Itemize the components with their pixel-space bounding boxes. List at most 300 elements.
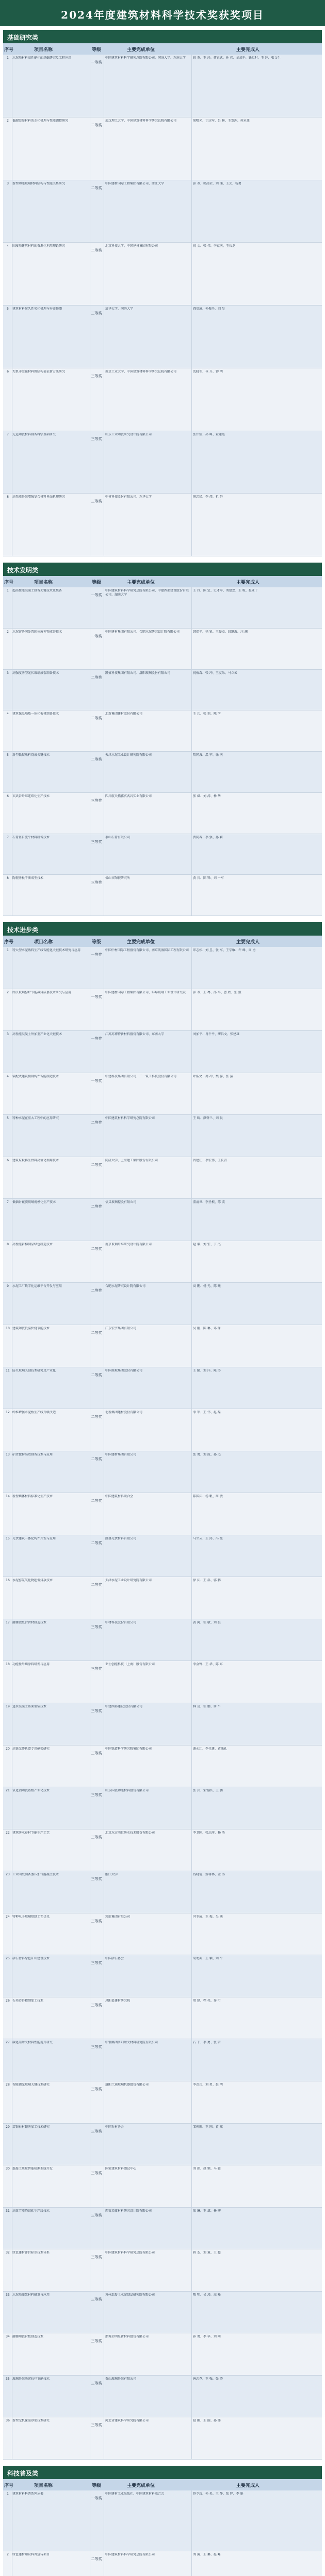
table-row: [3, 629, 322, 670]
completing-units: 天津水泥工业设计研究院有限公司: [105, 1579, 152, 1583]
column-divider: [191, 2124, 192, 2165]
completing-people: 赵 谦、刘 宏、丁 杰: [193, 1242, 221, 1246]
column-divider: [191, 1031, 192, 1073]
table-row: [3, 1409, 322, 1451]
completing-units: 南京玻璃纤维研究设计院有限公司: [105, 1242, 152, 1246]
award-level: 三等奖: [91, 1709, 102, 1713]
completing-units: 广东宏宇集团有限公司: [105, 1327, 137, 1330]
completing-units: 合肥水泥研究设计院有限公司: [105, 1284, 146, 1289]
completing-people: 刘 翼、王 琳、赵 峰: [193, 2552, 221, 2556]
row-number: 3: [7, 181, 9, 185]
column-divider: [191, 2417, 192, 2459]
completing-units: 清华大学、同济大学: [105, 307, 134, 311]
award-level: 三等奖: [91, 1835, 102, 1839]
completing-people: 闫冬成、王 俊、吴 迪: [193, 1914, 223, 1919]
completing-people: 张伟儒、孙 峰、董廷霞: [193, 432, 225, 436]
table-row: [3, 2292, 322, 2334]
row-number: 5: [7, 753, 9, 757]
column-header-level: 等级: [92, 580, 102, 585]
column-header-row: [3, 2479, 322, 2490]
award-level: 一等奖: [91, 634, 102, 638]
completing-people: 王 健、刘 洋、陈 涛: [193, 1368, 221, 1372]
award-level: 一等奖: [91, 593, 102, 597]
award-level: 一等奖: [91, 2496, 102, 2500]
column-divider: [191, 1073, 192, 1115]
completing-people: 沈晓冬、崔 升、钟 明: [193, 369, 223, 374]
completing-units: 西安墙体材料研究设计院有限公司: [105, 2209, 152, 2213]
column-header-no: 序号: [4, 47, 14, 53]
table-row: [3, 2165, 322, 2208]
completing-people: 印志松、刘 昱、张 军、王学敏、许 峰、周 勇: [193, 948, 256, 952]
column-divider: [191, 306, 192, 368]
project-name: 新型低碳熟料烧成关键技术: [12, 753, 50, 757]
completing-people: 王 玲、陈 宝、史才军、刘建忠、王 栋、赵亚丁: [193, 589, 258, 592]
column-divider: [191, 1577, 192, 1619]
completing-people: 叶浩文、周 冲、樊 骅、张 猛: [193, 1074, 233, 1078]
completing-units: 武汉理工大学、中国建筑材料科学研究总院有限公司: [105, 118, 177, 123]
row-number: 35: [6, 2377, 10, 2381]
column-header-name: 项目名称: [34, 940, 53, 945]
table-row: [3, 1619, 322, 1662]
table-row: [3, 875, 322, 916]
section-tech-invention: [3, 563, 322, 916]
award-level: 三等奖: [91, 1919, 102, 1923]
award-level: 二等奖: [91, 1121, 102, 1125]
table-row: [3, 1955, 322, 1997]
project-name: 特大型水泥熟料生产线智能化关键技术研究与应用: [12, 948, 81, 952]
column-header-units: 主要完成单位: [127, 940, 155, 945]
project-name: 工业固废制备蒸压加气混凝土技术: [12, 1873, 59, 1877]
completing-people: 胡曙光、丁庆军、吕 林、王发洲、何永佳: [193, 118, 250, 123]
completing-units: 南京工业大学、中国建筑材料科学研究总院有限公司: [105, 369, 177, 374]
project-name: 水泥工厂数字化运维平台开发与应用: [12, 1284, 62, 1289]
completing-units: 中国建筑材料联合会: [105, 1495, 134, 1499]
completing-units: 中国建材工业出版社、中国建筑材料联合会: [105, 2492, 165, 2496]
completing-units: 中国建材国际工程集团有限公司、蚌埠玻璃工业设计研究院: [105, 990, 186, 994]
column-divider: [191, 1913, 192, 1955]
row-number: 8: [7, 495, 9, 499]
table-row: [3, 1199, 322, 1241]
completing-people: 李 军、王 伟、赵 磊: [193, 1411, 221, 1415]
completing-units: 中国中材国际工程股份有限公司、南京凯盛国际工程有限公司: [105, 948, 189, 952]
project-name: 高铁无砟轨道专用砂浆研究: [12, 1747, 50, 1751]
table-row: [3, 2551, 322, 2576]
table-row: [3, 710, 322, 752]
project-name: 新型无机保温砂浆技术研究: [12, 2419, 50, 2423]
project-name: 石膏基自流平材料制备技术: [12, 835, 50, 839]
completing-units: 中国建筑材料科学研究总院有限公司: [105, 2251, 155, 2255]
project-name: 固废基建筑材料的资源化利用理论研究: [12, 244, 66, 248]
completing-people: 刘加平、冉千平、缪昌文、张建雄: [193, 1032, 240, 1037]
award-level: 二等奖: [91, 248, 102, 253]
table-row: [3, 431, 322, 494]
project-name: 建筑材料耐久性劣化机理与寿命预测: [12, 307, 62, 311]
completing-units: 四川航天拓鑫玄武岩实业有限公司: [105, 794, 152, 798]
completing-units: 洛阳兰迪玻璃机器股份有限公司: [105, 2083, 149, 2087]
table-row: [3, 180, 322, 243]
section-title: 基础研究类: [7, 34, 39, 41]
section-title: 技术发明类: [7, 567, 39, 574]
row-number: 29: [6, 2125, 10, 2129]
table-body: [3, 947, 322, 2460]
column-header-level: 等级: [92, 47, 102, 53]
award-level: 二等奖: [91, 757, 102, 761]
row-number: 5: [7, 307, 9, 311]
row-number: 8: [7, 876, 9, 880]
completing-people: 倪 文、张 伟、李克庆、王长龙: [193, 244, 235, 248]
completing-people: 韩保平、徐 锐、王俊杰、段继海、汪 澜: [193, 630, 248, 634]
award-level: 二等奖: [91, 1162, 102, 1167]
project-name: 绿色建材评价标识技术体系: [12, 2251, 50, 2255]
award-level: 二等奖: [91, 2556, 102, 2561]
award-level: 二等奖: [91, 1499, 102, 1503]
section-title: 技术进步类: [7, 926, 39, 934]
project-name: 功能性外墙涂料研发与应用: [12, 1663, 50, 1667]
table-body: [3, 587, 322, 916]
row-number: 8: [7, 1242, 9, 1246]
row-number: 2: [7, 630, 9, 634]
completing-units: 河北省建筑科学研究院有限公司: [105, 2419, 149, 2423]
award-level: 三等奖: [91, 2087, 102, 2091]
completing-people: 胡幼奕、王 颖、刘 平: [193, 1957, 223, 1961]
page-title: 2024年度建筑材料科学技术奖获奖项目: [61, 9, 264, 21]
row-number: 1: [7, 56, 9, 60]
project-name: 浮法玻璃窑炉节能减排成套技术研究与应用: [12, 990, 72, 994]
column-divider: [191, 2165, 192, 2207]
table-row: [3, 2081, 322, 2124]
row-number: 13: [6, 1452, 10, 1456]
row-number: 26: [6, 1998, 10, 2003]
column-divider: [191, 1619, 192, 1661]
column-divider: [191, 1829, 192, 1871]
completing-units: 彩虹集团有限公司: [105, 1914, 131, 1919]
project-name: 混凝土质量智能检测系统开发: [12, 2167, 53, 2171]
project-name: 水泥窑氮氧化物超低排放技术: [12, 1579, 53, 1583]
column-divider: [191, 2039, 192, 2081]
column-divider: [191, 834, 192, 875]
award-level: 三等奖: [91, 2297, 102, 2301]
completing-people: 钱晓倩、詹树林、孟 涛: [193, 1873, 225, 1877]
row-number: 15: [6, 1536, 10, 1540]
completing-people: 李卫国、张志萍、杨 浩: [193, 1831, 225, 1835]
award-level: 三等奖: [91, 1793, 102, 1798]
completing-units: 苏州混凝土水泥制品研究院有限公司: [105, 2293, 155, 2297]
row-number: 33: [6, 2293, 10, 2297]
table-row: [3, 834, 322, 875]
project-name: 装饰石材超薄加工技术研究: [12, 2125, 50, 2129]
row-number: 7: [7, 432, 9, 436]
completing-people: 张 斌、刘 涛、杨 华: [193, 794, 221, 798]
column-divider: [191, 587, 192, 628]
project-name: 高性能岩棉制品绿色制造技术: [12, 1242, 53, 1246]
row-number: 14: [6, 1495, 10, 1499]
table-row: [3, 2249, 322, 2292]
award-level: 一等奖: [91, 994, 102, 999]
project-name: 新型墙体材料标准化生产技术: [12, 1495, 53, 1499]
project-name: 氧化铝陶瓷基板产业化技术: [12, 1789, 50, 1793]
row-number: 31: [6, 2209, 10, 2213]
column-header-units: 主要完成单位: [127, 2483, 155, 2488]
section-sci-popularization: [3, 2466, 322, 2576]
table-row: [3, 1283, 322, 1325]
column-divider: [191, 1997, 192, 2039]
completing-people: 阎培渝、孙振平、刘 昊: [193, 307, 225, 311]
completing-units: 北新集团建材股份有限公司: [105, 712, 143, 716]
column-divider: [191, 1409, 192, 1451]
row-number: 6: [7, 1158, 9, 1162]
table-row: [3, 1661, 322, 1703]
table-row: [3, 793, 322, 834]
row-number: 24: [6, 1914, 10, 1919]
completing-units: 国家建筑材料测试中心: [105, 2167, 137, 2171]
row-number: 7: [7, 1200, 9, 1205]
project-name: 建筑陶瓷低温快烧节能技术: [12, 1327, 50, 1330]
column-divider: [191, 1787, 192, 1829]
project-name: 超高性能混凝土制备关键技术及装备: [12, 589, 62, 592]
project-name: 建筑垃圾再生骨料高值化利用技术: [12, 1158, 59, 1162]
column-header-row: [3, 576, 322, 587]
project-name: 无机非金属材料微结构表征新方法研究: [12, 369, 66, 374]
column-divider: [191, 180, 192, 243]
project-name: 低辐射镀膜玻璃规模化生产技术: [12, 1200, 56, 1205]
completing-people: 刘 琛、赵 颖、马 骏: [193, 2167, 221, 2171]
completing-people: 薛忠民、李 炜、祖 群: [193, 495, 223, 499]
award-level: 一等奖: [91, 1078, 102, 1083]
award-level: 二等奖: [91, 1415, 102, 1419]
award-level: 二等奖: [91, 1583, 102, 1587]
completing-units: 中国石材协会: [105, 2125, 124, 2129]
award-level: 三等奖: [91, 499, 102, 504]
column-divider: [191, 670, 192, 710]
row-number: 2: [7, 2552, 9, 2556]
project-name: 纤维增强水泥板生产线升级改造: [12, 1411, 56, 1415]
completing-people: 李金钟、王 华、陈 东: [193, 1663, 223, 1667]
column-divider: [191, 947, 192, 989]
column-divider: [191, 1115, 192, 1157]
column-divider: [191, 2292, 192, 2333]
column-divider: [191, 1325, 192, 1367]
column-divider: [191, 368, 192, 431]
award-level: 三等奖: [91, 374, 102, 378]
project-name: 矿渣微粉高效制备技术与应用: [12, 1452, 53, 1456]
project-name: 水泥基灌浆材料研发与应用: [12, 2293, 50, 2297]
table-body: [3, 2490, 322, 2576]
award-level: 二等奖: [91, 675, 102, 680]
completing-people: 董清世、李圣根、陈 波: [193, 1200, 225, 1205]
project-name: 建筑防水卷材节能生产工艺: [12, 1831, 50, 1835]
table-row: [3, 2490, 322, 2551]
completing-units: 凤阳县建材研究院: [105, 1998, 131, 2003]
row-number: 19: [6, 1705, 10, 1708]
project-name: 防火玻璃关键技术研究及产业化: [12, 1368, 56, 1372]
award-level: 三等奖: [91, 1877, 102, 1882]
table-row: [3, 587, 322, 629]
award-level: 三等奖: [91, 2381, 102, 2385]
completing-units: 中国铁道科学研究院集团有限公司: [105, 1747, 152, 1751]
table-row: [3, 1997, 322, 2040]
table-row: [3, 1745, 322, 1788]
completing-people: 周 建、程 亮、许 可: [193, 1998, 221, 2003]
completing-people: 隋同波、温 宁、徐 庆: [193, 753, 223, 757]
row-number: 22: [6, 1831, 10, 1835]
row-number: 27: [6, 2041, 10, 2045]
project-name: 高性能纤维增强复合材料界面机理研究: [12, 495, 66, 499]
completing-units: 北京东方雨虹防水技术股份有限公司: [105, 1831, 155, 1835]
award-level: 三等奖: [91, 2129, 102, 2133]
table-row: [3, 670, 322, 711]
completing-units: 中国建筑材料科学研究总院有限公司、中建西部建设股份有限公司、湖南大学: [105, 589, 189, 597]
award-level: 三等奖: [91, 1667, 102, 1671]
completing-people: 张 勇、刘 波、孙 杰: [193, 1452, 221, 1456]
completing-units: 山东工业陶瓷研究设计院有限公司: [105, 432, 152, 436]
column-divider: [191, 55, 192, 117]
award-level: 二等奖: [91, 716, 102, 721]
completing-units: 江苏苏博特新材料股份有限公司、东南大学: [105, 1032, 165, 1037]
row-number: 1: [7, 948, 9, 952]
table-row: [3, 752, 322, 793]
completing-people: 彭 寿、韩高荣、刘 涌、王芸、杨勇: [193, 181, 241, 185]
completing-people: 李彦兵、刘 勇、赵 明: [193, 2083, 223, 2087]
row-number: 18: [6, 1663, 10, 1667]
project-name: 耐腐蚀复合管材制造技术: [12, 1620, 47, 1624]
award-level: 三等奖: [91, 2255, 102, 2260]
row-number: 11: [6, 1368, 10, 1372]
table-row: [3, 2124, 322, 2166]
column-header-name: 项目名称: [34, 47, 53, 53]
column-divider: [191, 710, 192, 751]
project-name: 高强度薄型光伏玻璃成套制备技术: [12, 671, 59, 675]
project-name: 光伏建筑一体化构件开发与应用: [12, 1536, 56, 1540]
row-number: 6: [7, 794, 9, 798]
table-row: [3, 1241, 322, 1283]
table-row: [3, 2208, 322, 2250]
award-level: 一等奖: [91, 1037, 102, 1041]
completing-units: 泰山石膏有限公司: [105, 835, 131, 839]
column-header-level: 等级: [92, 2483, 102, 2488]
column-divider: [191, 2249, 192, 2291]
award-level: 二等奖: [91, 1331, 102, 1335]
section-tech-progress: [3, 922, 322, 2460]
column-divider: [191, 243, 192, 305]
table-row: [3, 2039, 322, 2081]
row-number: 7: [7, 835, 9, 839]
column-divider: [191, 117, 192, 180]
completing-people: 黄 宾、陈 锋、刘 一军: [193, 876, 224, 880]
completing-people: 林 喜、张 鹏、何 平: [193, 1705, 221, 1708]
column-header-units: 主要完成单位: [127, 580, 155, 585]
table-row: [3, 1073, 322, 1115]
completing-units: 北京科技大学、中国建材集团有限公司: [105, 244, 158, 248]
award-level: 三等奖: [91, 2339, 102, 2344]
project-name: 石英砂岩精细加工技术: [12, 1998, 44, 2003]
completing-units: 中国建材集团有限公司: [105, 1452, 137, 1456]
project-name: 高效节能烧结砖生产线技术: [12, 2209, 50, 2213]
column-header-people: 主要完成人: [236, 47, 260, 53]
completing-units: 中国建筑材料科学研究总院有限公司、同济大学、东南大学: [105, 56, 186, 60]
award-level: 三等奖: [91, 2171, 102, 2176]
table-row: [3, 368, 322, 431]
column-divider: [191, 2208, 192, 2249]
table-row: [3, 1577, 322, 1619]
completing-units: 中国建材国际工程集团有限公司、浙江大学: [105, 181, 165, 185]
column-header-row: [3, 936, 322, 947]
completing-people: 肖建庄、李宏伟、王长青: [193, 1158, 228, 1162]
completing-people: 谢永江、李化建、黄法礼: [193, 1747, 228, 1751]
project-name: 新型功能玻璃材料结构与性能关系研究: [12, 181, 66, 185]
award-level: 三等奖: [91, 2003, 102, 2007]
completing-people: 陈 明、吴 涛、高 峰: [193, 2293, 221, 2297]
award-level: 三等奖: [91, 2423, 102, 2428]
award-level: 三等奖: [91, 839, 102, 844]
table-row: [3, 2417, 322, 2460]
row-number: 4: [7, 712, 9, 716]
completing-units: 凯盛光伏材料有限公司: [105, 1536, 137, 1540]
column-divider: [191, 1955, 192, 1997]
column-divider: [191, 1157, 192, 1199]
row-number: 1: [7, 2492, 9, 2496]
table-row: [3, 494, 322, 556]
completing-people: 王 兵、张 羽、陈 学: [193, 712, 221, 716]
section-header: [3, 2466, 322, 2479]
award-level: 二等奖: [91, 1246, 102, 1251]
completing-people: 王 昕、颜碧兰、刘 晨: [193, 1116, 223, 1121]
column-divider: [191, 2551, 192, 2576]
column-header-name: 项目名称: [34, 580, 53, 585]
column-header-units: 主要完成单位: [127, 47, 155, 53]
award-level: 三等奖: [91, 436, 102, 441]
award-level: 三等奖: [91, 1624, 102, 1629]
column-divider: [191, 1241, 192, 1283]
completing-units: 亚士创能科技（上海）股份有限公司: [105, 1663, 155, 1667]
award-level: 三等奖: [91, 1751, 102, 1755]
completing-units: 中材科技股份有限公司: [105, 1620, 137, 1624]
table-row: [3, 55, 322, 117]
project-name: 陶瓷薄板干法成型技术: [12, 876, 44, 880]
completing-units: 山东国瓷功能材料股份有限公司: [105, 1789, 149, 1793]
completing-people: 黄 河、张 敏、刘 晨: [193, 1620, 221, 1624]
table-row: [3, 2333, 322, 2376]
completing-people: 高 鹏、杨 光、陈 曦: [193, 1284, 221, 1289]
project-name: 特种电子玻璃熔制工艺优化: [12, 1914, 50, 1919]
completing-units: 中建科技集团有限公司、三一筑工科技股份有限公司: [105, 1074, 177, 1078]
row-number: 2: [7, 990, 9, 994]
table-row: [3, 1829, 322, 1872]
column-header-people: 主要完成人: [236, 940, 260, 945]
completing-units: 北新集团建材股份有限公司: [105, 1411, 143, 1415]
completing-units: 凯盛科技集团有限公司、洛阳玻璃股份有限公司: [105, 671, 171, 675]
award-level: 三等奖: [91, 311, 102, 315]
award-level: 三等奖: [91, 1961, 102, 1965]
award-level: 二等奖: [91, 1289, 102, 1293]
completing-people: 邹传胜、王 刚、黄 斌: [193, 2125, 223, 2129]
column-header-people: 主要完成人: [236, 580, 260, 585]
section-header: [3, 30, 322, 43]
row-number: 16: [6, 1579, 10, 1583]
column-divider: [191, 989, 192, 1031]
row-number: 30: [6, 2167, 10, 2171]
column-divider: [191, 2333, 192, 2375]
row-number: 17: [6, 1620, 10, 1624]
completing-units: 淄博启明星新材料股份有限公司: [105, 2335, 149, 2339]
column-header-level: 等级: [92, 940, 102, 945]
award-level: 三等奖: [91, 2213, 102, 2217]
row-number: 5: [7, 1116, 9, 1121]
project-name: 玄武岩纤维连续化生产技术: [12, 794, 50, 798]
column-header-no: 序号: [4, 940, 14, 945]
column-divider: [191, 1661, 192, 1703]
completing-units: 中国建筑材料科学研究总院有限公司: [105, 1116, 155, 1121]
project-name: 玻璃纤维池窑拉丝节能技术: [12, 2377, 50, 2381]
